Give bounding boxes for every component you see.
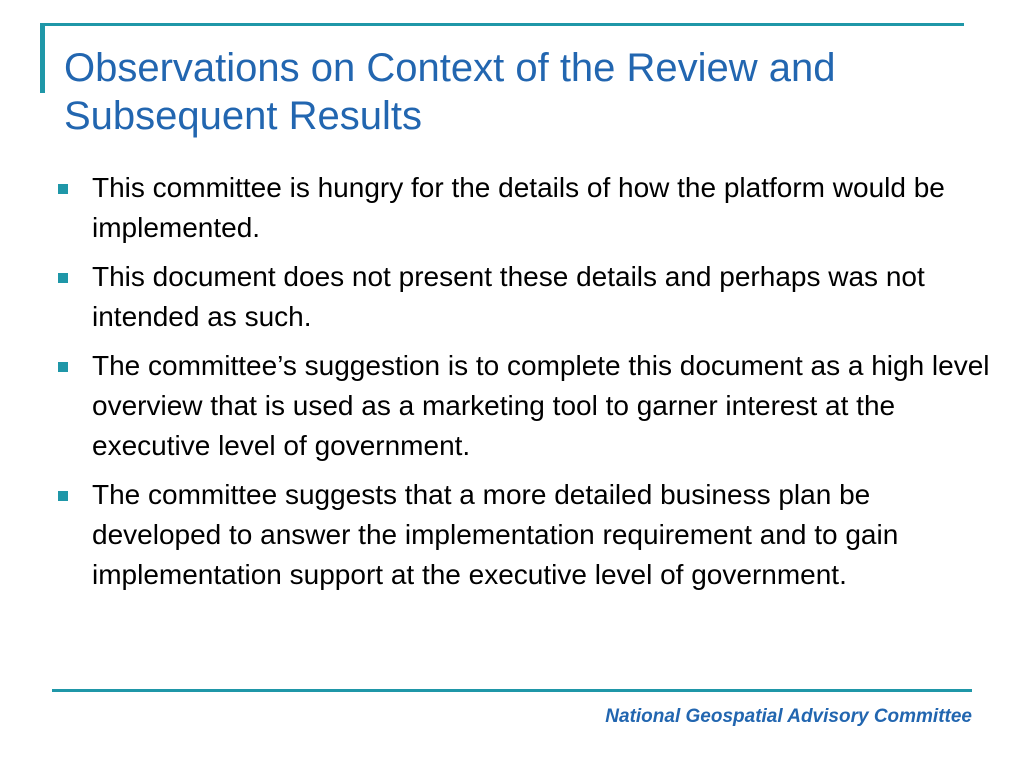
square-bullet-icon: [58, 273, 68, 283]
bullet-text: This document does not present these details and perhaps was not intended as such.: [92, 261, 925, 332]
bullet-text: The committee’s suggestion is to complete this document as a high level overview that is used as a marketing tool to garner interest at the executive level of government.: [92, 350, 990, 461]
title-left-rule: [40, 23, 45, 93]
footer-rule: [52, 689, 972, 692]
bullet-item: [56, 257, 996, 337]
square-bullet-icon: [58, 184, 68, 194]
slide-title: Observations on Context of the Review and Subsequent Results: [64, 46, 836, 138]
bullet-list: [56, 168, 996, 604]
title-top-rule: [44, 23, 964, 26]
bullet-text: This committee is hungry for the details of how the platform would be implemented.: [92, 172, 945, 243]
bullet-text: The committee suggests that a more detailed business plan be developed to answer the implementation requirement and to gain implementation support at the executive level of government.: [92, 479, 899, 590]
square-bullet-icon: [58, 491, 68, 501]
square-bullet-icon: [58, 362, 68, 372]
bullet-item: [56, 168, 996, 248]
footer-organization-name: National Geospatial Advisory Committee: [605, 706, 972, 727]
bullet-item: [56, 475, 996, 595]
bullet-item: [56, 346, 996, 466]
